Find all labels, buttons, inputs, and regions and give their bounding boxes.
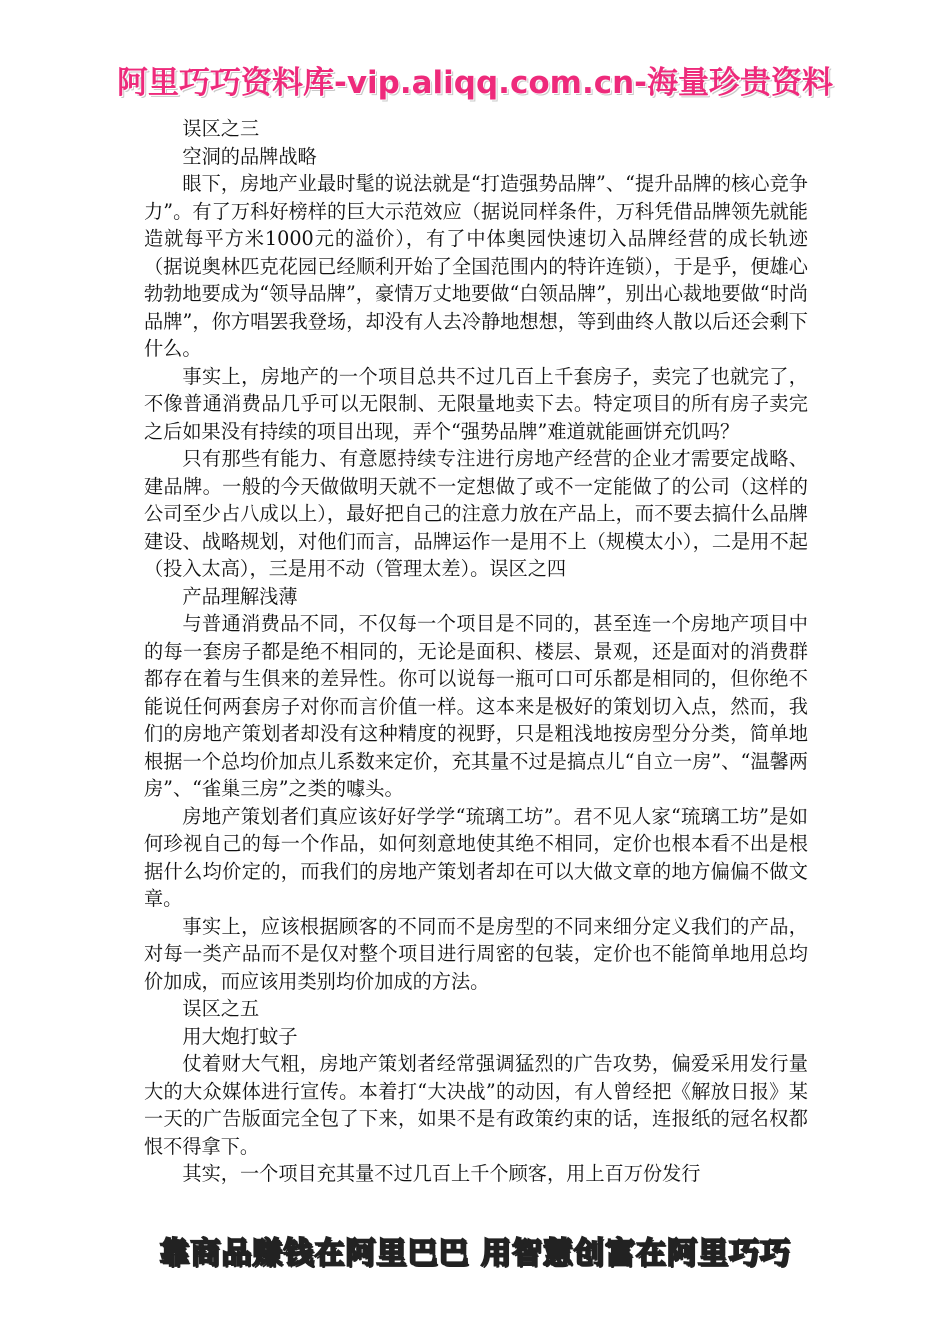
document-body [144, 115, 808, 1188]
body-paragraph: 眼下，房地产业最时髦的说法就是“打造强势品牌”、“提升品牌的核心竞争力”。有了万科好榜样的巨大示范效应（据说同样条件，万科凭借品牌领先就能造就每平方米1000元的溢价），有了中体奥园快速切入品牌经营的成长轨迹（据说奥林匹克花园已经顺利开始了全国范围内的特许连锁），于是乎，便雄心勃勃地要成为“领导品牌”，豪情万丈地要做“白领品牌”，别出心裁地要做“时尚品牌”，你方唱罢我登场，却没有人去冷静地想想，等到曲终人散以后还会剩下什么。 [144, 172, 808, 360]
body-paragraph: 其实，一个项目充其量不过几百上千个顾客，用上百万份发行 [182, 1162, 701, 1185]
section-heading-3: 误区之三 [182, 117, 260, 140]
body-paragraph: 房地产策划者们真应该好好学学“琉璃工坊”。君不见人家“琉璃工坊”是如何珍视自己的每一个作品，如何刻意地使其绝不相同，定价也根本看不出是根据什么均价定的，而我们的房地产策划者却在可以大做文章的地方偏偏不做文章。 [144, 804, 808, 910]
header-banner: 阿里巧巧资料库-vip.aliqq.com.cn-海量珍贵资料 [116, 65, 834, 101]
body-paragraph: 与普通消费品不同，不仅每一个项目是不同的，甚至连一个房地产项目中的每一套房子都是绝不相同的，无论是面积、楼层、景观，还是面对的消费群都存在着与生俱来的差异性。你可以说每一瓶可口可乐都是相同的，但你绝不能说任何两套房子对你而言价值一样。这本来是极好的策划切入点，然而，我们的房地产策划者却没有这种精度的视野，只是粗浅地按房型分分类，简单地根据一个总均价加点儿系数来定价，充其量不过是搞点儿“自立一房”、“温馨两房”、“雀巢三房”之类的噱头。 [144, 612, 808, 800]
body-paragraph: 仗着财大气粗，房地产策划者经常强调猛烈的广告攻势，偏爱采用发行量大的大众媒体进行宣传。本着打“大决战”的动因，有人曾经把《解放日报》某一天的广告版面完全包了下来，如果不是有政策约束的话，连报纸的冠名权都恨不得拿下。 [144, 1052, 808, 1158]
section-title-3: 空洞的品牌战略 [182, 144, 317, 168]
section-title-4: 产品理解浅薄 [182, 584, 298, 608]
body-paragraph: 事实上，应该根据顾客的不同而不是房型的不同来细分定义我们的产品，对每一类产品而不是仅对整个项目进行周密的包装，定价也不能简单地用总均价加成，而应该用类别均价加成的方法。 [144, 914, 808, 993]
footer-banner: 靠商品赚钱在阿里巴巴 用智慧创富在阿里巧巧 [159, 1236, 791, 1271]
section-title-5: 用大炮打蚊子 [182, 1024, 298, 1048]
body-paragraph: 事实上，房地产的一个项目总共不过几百上千套房子，卖完了也就完了，不像普通消费品几乎可以无限制、无限量地卖下去。特定项目的所有房子卖完之后如果没有持续的项目出现，弄个“强势品牌”难道就能画饼充饥吗？ [144, 364, 808, 443]
section-heading-5: 误区之五 [182, 997, 260, 1020]
body-paragraph: 只有那些有能力、有意愿持续专注进行房地产经营的企业才需要定战略、建品牌。一般的今天做做明天就不一定想做了或不一定能做了的公司（这样的公司至少占八成以上），最好把自己的注意力放在产品上，而不要去搞什么品牌建设、战略规划，对他们而言，品牌运作一是用不上（规模太小），二是用不起（投入太高），三是用不动（管理太差）。误区之四 [144, 447, 808, 580]
